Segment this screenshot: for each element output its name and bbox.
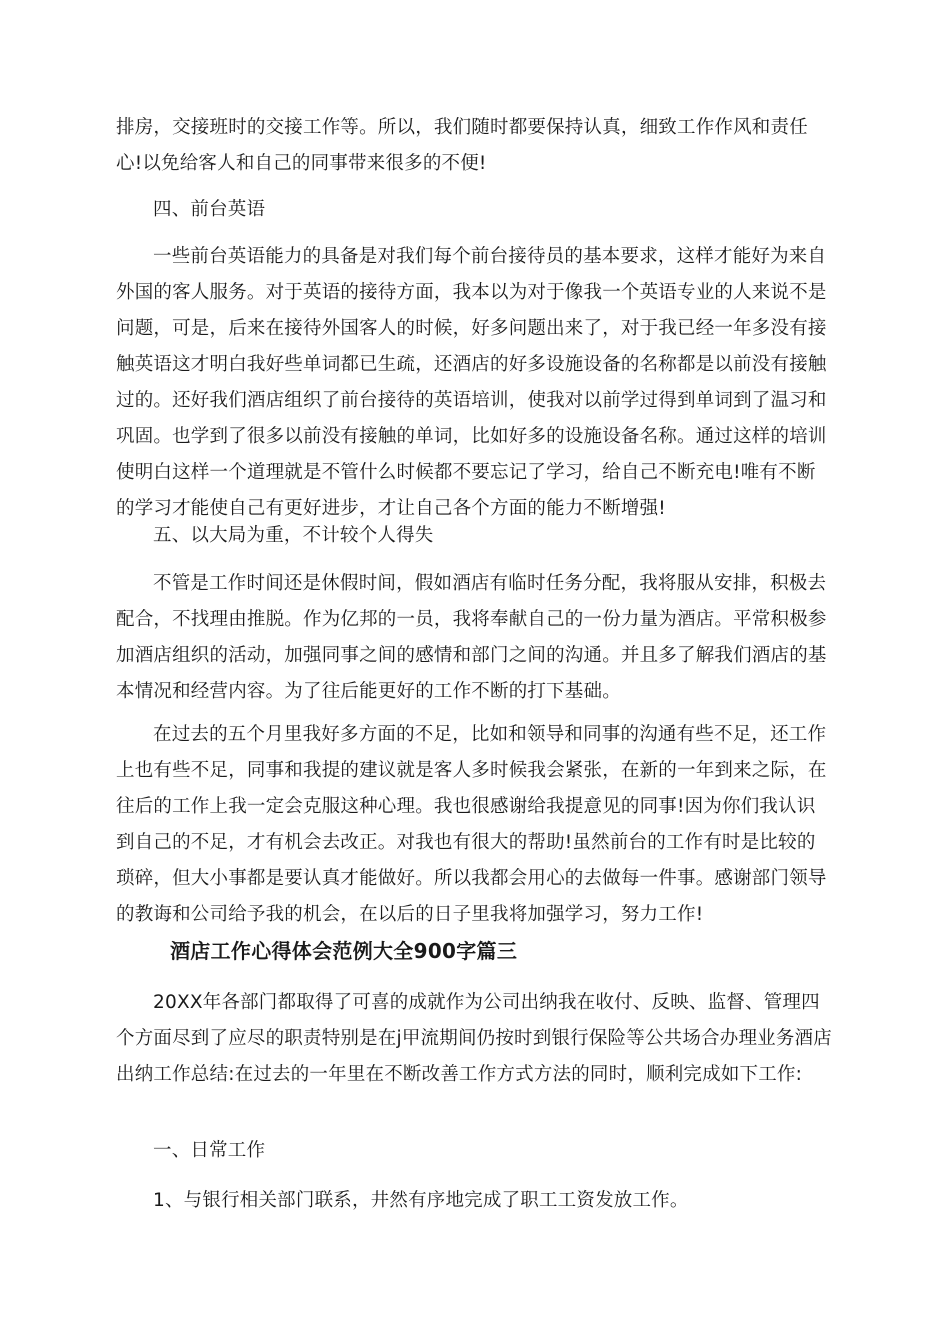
paragraph-summary: 在过去的五个月里我好多方面的不足，比如和领导和同事的沟通有些不足，还工作上也有些不足，同事和我提的建议就是客人多时候我会紧张，在新的一年到来之际，在往后的工作上我一定会克服这种心理。我也很感谢给我提意见的同事!因为你们我认识到自己的不足，才有机会去改正。对我也有很大的帮助!虽然前台的工作有时是比较的琐碎，但大小事都是要认真才能做好。所以我都会用心的去做每一件事。感谢部门领导的教诲和公司给予我的机会，在以后的日子里我将加强学习，努力工作! <box>116 724 827 925</box>
list-item-1: 1、与银行相关部门联系，井然有序地完成了职工工资发放工作。 <box>153 1190 689 1211</box>
paragraph-continuation: 排房，交接班时的交接工作等。所以，我们随时都要保持认真，细致工作作风和责任心!以免给客人和自己的同事带来很多的不便! <box>116 117 808 174</box>
section-heading-daily-work: 一、日常工作 <box>153 1140 266 1161</box>
title-part-three: 酒店工作心得体会范例大全900字篇三 <box>170 939 518 963</box>
paragraph-english: 一些前台英语能力的具备是对我们每个前台接待员的基本要求，这样才能好为来自外国的客人服务。对于英语的接待方面，我本以为对于像我一个英语专业的人来说不是问题，可是，后来在接待外国客人的时候，好多问题出来了，对于我已经一年多没有接触英语这才明白我好些单词都已生疏，还酒店的好多设施设备的名称都是以前没有接触过的。还好我们酒店组织了前台接待的英语培训，使我对以前学过得到单词到了温习和巩固。也学到了很多以前没有接触的单词，比如好多的设施设备名称。通过这样的培训使明白这样一个道理就是不管什么时候都不要忘记了学习，给自己不断充电!唯有不断的学习才能使自己有更好进步，才让自己各个方面的能力不断增强! <box>116 246 827 519</box>
paragraph-teamwork: 不管是工作时间还是休假时间，假如酒店有临时任务分配，我将服从安排，积极去配合，不找理由推脱。作为亿邦的一员，我将奉献自己的一份力量为酒店。平常积极参加酒店组织的活动，加强同事之间的感情和部门之间的沟通。并且多了解我们酒店的基本情况和经营内容。为了往后能更好的工作不断的打下基础。 <box>116 573 827 702</box>
section-heading-english: 四、前台英语 <box>153 199 266 220</box>
section-heading-teamwork: 五、以大局为重，不计较个人得失 <box>153 525 434 546</box>
paragraph-cashier: 20XX年各部门都取得了可喜的成就作为公司出纳我在收付、反映、监督、管理四个方面尽到了应尽的职责特别是在j甲流期间仍按时到银行保险等公共场合办理业务酒店出纳工作总结:在过去的一年里在不断改善工作方式方法的同时，顺利完成如下工作: <box>116 992 832 1085</box>
